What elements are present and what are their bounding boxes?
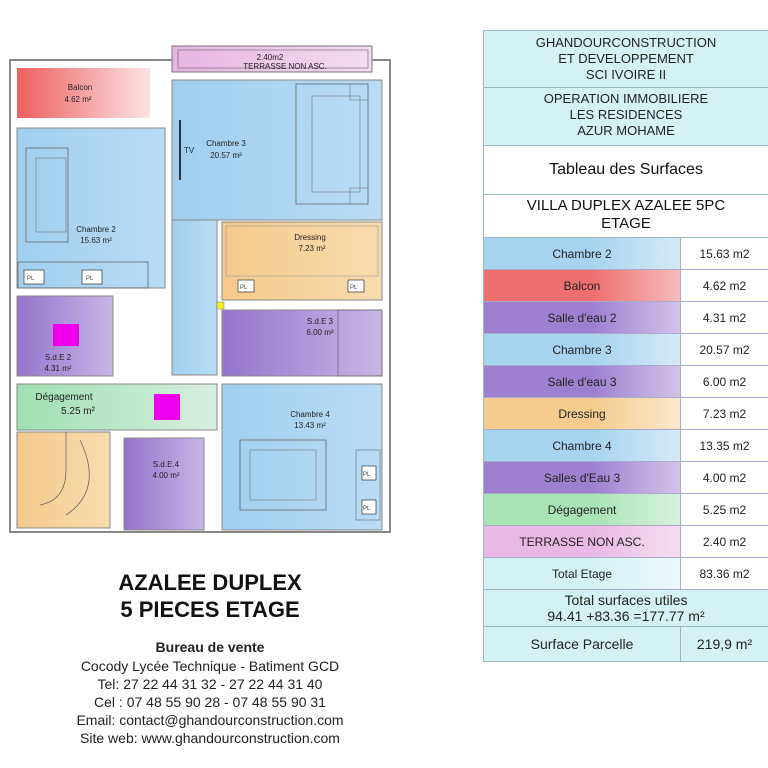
chambre4-room	[222, 384, 382, 530]
surface-row	[484, 238, 768, 270]
degagement-room	[17, 384, 217, 430]
surfaces-table	[483, 30, 768, 662]
operation-block	[484, 88, 768, 146]
surface-row-value: 83.36 m2	[699, 566, 750, 581]
surface-row-value: 13.35 m2	[699, 438, 750, 453]
sde2-name: S.d.E 2	[44, 353, 72, 362]
tv-label: TV	[184, 146, 195, 155]
surface-row	[484, 462, 768, 494]
villa-block	[484, 195, 768, 238]
surface-row	[484, 558, 768, 590]
surface-row-label: Chambre 2	[484, 238, 681, 269]
surface-row-label: Salles d'Eau 3	[484, 462, 681, 493]
pl-dress-b: PL	[350, 285, 358, 291]
operation-line-3: AZUR MOHAME	[577, 123, 675, 138]
surface-row-value: 4.62 m2	[702, 278, 747, 293]
pl-c2-a: PL	[27, 276, 35, 282]
chambre2-area: 15.63 m²	[80, 236, 112, 245]
surface-row-label: Chambre 3	[484, 334, 681, 365]
sales-tel: Tel: 27 22 44 31 32 - 27 22 44 31 40	[97, 676, 323, 692]
surface-row-value: 4.00 m2	[702, 470, 747, 485]
surface-row-label: Chambre 4	[484, 430, 681, 461]
surface-row-value: 2.40 m2	[702, 534, 747, 549]
balcon-room	[17, 68, 150, 118]
villa-line-2: ETAGE	[601, 215, 651, 232]
sales-web[interactable]: Site web: www.ghandourconstruction.com	[80, 730, 340, 746]
sde2-area: 4.31 m²	[44, 364, 72, 373]
surface-row-value: 15.63 m2	[699, 246, 750, 261]
balcon-area: 4.62 m²	[64, 95, 92, 104]
surface-row-value: 5.25 m2	[702, 502, 747, 517]
sde4-room	[124, 438, 204, 530]
company-line-3: SCI IVOIRE II	[585, 67, 667, 82]
surface-row-label: Dressing	[484, 398, 681, 429]
sales-address: Cocody Lycée Technique - Batiment GCD	[80, 658, 340, 674]
surface-row-label: TERRASSE NON ASC.	[484, 526, 681, 557]
chambre2-name: Chambre 2	[76, 225, 116, 234]
terrasse-area: 2.40m2	[256, 53, 284, 62]
surface-row	[484, 430, 768, 462]
total-block	[484, 590, 768, 627]
pl-c4-a: PL	[363, 472, 371, 478]
pl-dress-a: PL	[240, 285, 248, 291]
chambre3-room	[172, 80, 382, 220]
company-line-1: GHANDOURCONSTRUCTION	[535, 35, 717, 50]
sales-cel: Cel : 07 48 55 90 28 - 07 48 55 90 31	[94, 694, 326, 710]
dressing-area: 7.23 m²	[298, 244, 326, 253]
villa-line-1: VILLA DUPLEX AZALEE 5PC	[526, 197, 726, 214]
chambre2-room	[17, 128, 165, 288]
stair	[17, 432, 110, 528]
parcelle-label: Surface Parcelle	[484, 627, 681, 661]
surface-rows	[484, 238, 768, 590]
total-formula: 94.41 +83.36 =177.77 m²	[547, 608, 705, 624]
surface-row-label: Dégagement	[484, 494, 681, 525]
company-line-2: ET DEVELOPPEMENT	[558, 51, 694, 66]
surface-row	[484, 398, 768, 430]
chambre4-name: Chambre 4	[290, 410, 330, 419]
surface-row-value: 6.00 m2	[702, 374, 747, 389]
surface-row	[484, 526, 768, 558]
operation-line-2: LES RESIDENCES	[569, 107, 683, 122]
sales-heading: Bureau de vente	[155, 639, 265, 655]
sde3-name: S.d.E 3	[306, 317, 334, 326]
surface-row	[484, 366, 768, 398]
surface-row-label: Total Etage	[484, 558, 681, 589]
sde3-room	[222, 310, 382, 376]
surface-row-label: Salle d'eau 2	[484, 302, 681, 333]
chambre3-area: 20.57 m²	[210, 151, 242, 160]
total-label: Total surfaces utiles	[564, 592, 688, 608]
sde3-area: 6.00 m²	[306, 328, 334, 337]
balcon-name: Balcon	[67, 83, 93, 92]
surface-row-label: Balcon	[484, 270, 681, 301]
surface-row	[484, 334, 768, 366]
surface-row-label: Salle d'eau 3	[484, 366, 681, 397]
parcelle-row	[484, 627, 768, 662]
surface-row-value: 4.31 m2	[702, 310, 747, 325]
title-line-1: AZALEE DUPLEX	[118, 570, 302, 595]
degagement-name: Dégagement	[35, 392, 93, 403]
surface-row-value: 7.23 m2	[702, 406, 747, 421]
pl-c2-b: PL	[86, 276, 94, 282]
parcelle-value: 219,9 m²	[696, 636, 753, 652]
title-line-2: 5 PIECES ETAGE	[120, 597, 300, 622]
surface-row	[484, 302, 768, 334]
pl-c4-b: PL	[363, 506, 371, 512]
tableau-title: Tableau des Surfaces	[484, 146, 768, 195]
surface-row	[484, 494, 768, 526]
chambre3-name: Chambre 3	[206, 139, 246, 148]
surface-row	[484, 270, 768, 302]
sales-email[interactable]: Email: contact@ghandourconstruction.com	[76, 712, 344, 728]
company-block	[484, 30, 768, 88]
sde4-area: 4.00 m²	[152, 471, 180, 480]
dressing-name: Dressing	[294, 233, 326, 242]
operation-line-1: OPERATION IMMOBILIERE	[543, 91, 709, 106]
sde4-name: S.d.E.4	[152, 460, 180, 469]
degagement-area: 5.25 m²	[61, 406, 95, 417]
chambre4-area: 13.43 m²	[294, 421, 326, 430]
surface-row-value: 20.57 m2	[699, 342, 750, 357]
terrasse-name: TERRASSE NON ASC.	[243, 62, 327, 71]
